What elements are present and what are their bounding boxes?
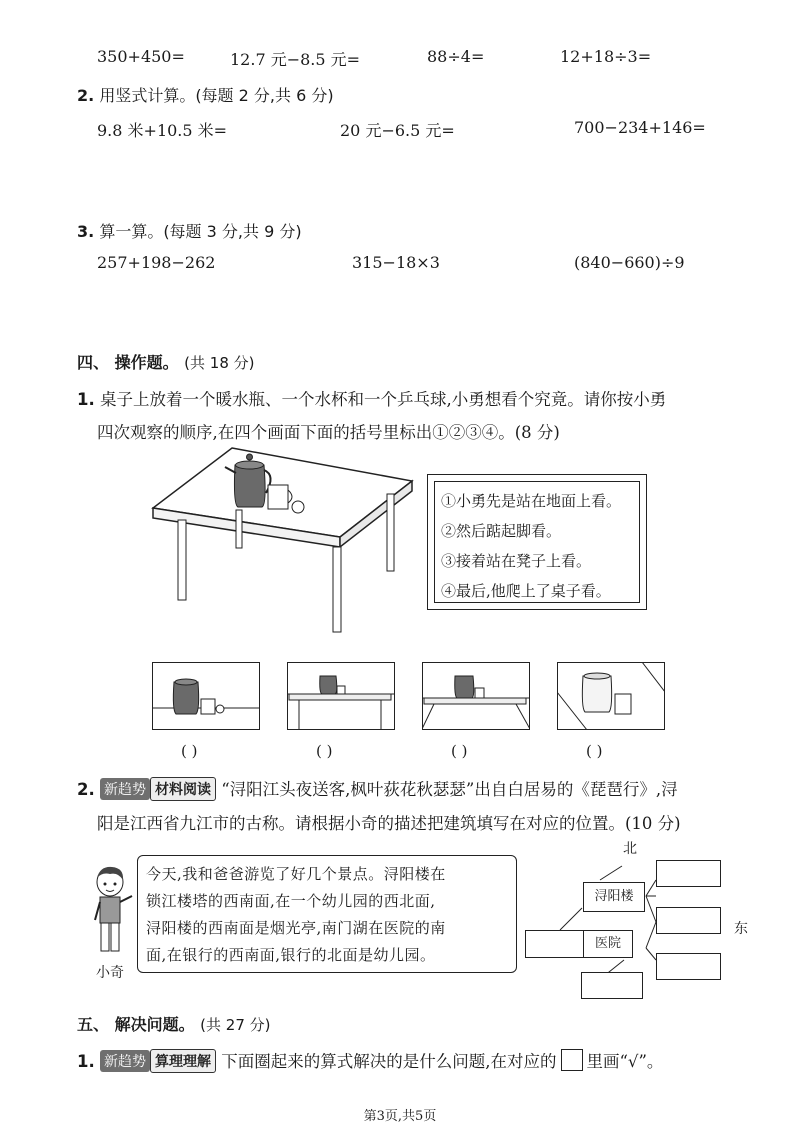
xiaoqi-character-icon (88, 862, 138, 960)
map-blank-box-4[interactable] (656, 953, 721, 980)
oral-calc-3: 88÷4= (427, 47, 485, 66)
speech-bubble (137, 855, 517, 973)
page-footer: 第3页,共5页 (363, 1109, 437, 1124)
note-1: ①小勇先是站在地面上看。 (441, 492, 622, 510)
map-blank-box-2[interactable] (656, 907, 721, 934)
view-picture-1 (152, 662, 260, 730)
north-label: 北 (623, 841, 637, 857)
answer-bracket-3[interactable]: ( ) (451, 742, 468, 760)
q2-item-2: 20 元−6.5 元= (340, 121, 455, 140)
view-picture-3 (422, 662, 530, 730)
reasoning-badge: 算理理解 (150, 1049, 216, 1073)
sec5-q1-text-a: 下面圈起来的算式解决的是什么问题,在对应的 (221, 1052, 557, 1071)
sec5-q1-text-b: 里画“√”。 (586, 1052, 664, 1071)
q2-item-1: 9.8 米+10.5 米= (97, 121, 228, 140)
east-label: 东 (734, 921, 748, 937)
oral-calc-4: 12+18÷3= (560, 47, 652, 66)
q2-heading (77, 83, 334, 106)
oral-calc-1: 350+450= (97, 47, 185, 66)
sec5-title (77, 1012, 270, 1035)
map-box-hospital: 医院 (583, 930, 633, 958)
sec5-title-text: 五、 解决问题。 (77, 1015, 195, 1034)
new-trend-badge: 新趋势 (100, 778, 150, 800)
map-blank-box-1[interactable] (656, 860, 721, 887)
map-blank-box-5[interactable] (581, 972, 643, 999)
view-picture-2 (287, 662, 395, 730)
q2-number: 2. (77, 86, 95, 105)
view-picture-4 (557, 662, 665, 730)
q3-item-1: 257+198−262 (97, 253, 216, 272)
sec4-q1-line2: 四次观察的顺序,在四个画面下面的括号里标出①②③④。(8 分) (97, 423, 560, 442)
material-reading-badge: 材料阅读 (150, 777, 216, 801)
new-trend-badge-2: 新趋势 (100, 1050, 150, 1072)
q2-title: 用竖式计算。(每题 2 分,共 6 分) (99, 86, 334, 105)
oral-calc-2: 12.7 元−8.5 元= (230, 50, 361, 69)
sec4-q1-line1 (77, 386, 666, 410)
q3-number: 3. (77, 222, 95, 241)
sec4-q1-number: 1. (77, 390, 95, 409)
answer-bracket-2[interactable]: ( ) (316, 742, 333, 760)
sec5-score: (共 27 分) (200, 1016, 271, 1034)
q3-item-3: (840−660)÷9 (574, 253, 685, 272)
observation-notes-box (427, 474, 647, 610)
character-name: 小奇 (96, 965, 124, 981)
speech-line-2: 锁江楼塔的西南面,在一个幼儿园的西北面, (146, 892, 436, 910)
sec4-score: (共 18 分) (184, 354, 255, 372)
map-box-xunyang-tower: 浔阳楼 (583, 882, 645, 912)
speech-line-3: 浔阳楼的西南面是烟光亭,南门湖在医院的南 (146, 919, 446, 937)
sec5-q1-number: 1. (77, 1052, 95, 1071)
note-4: ④最后,他爬上了桌子看。 (441, 582, 611, 600)
note-2: ②然后踮起脚看。 (441, 522, 562, 540)
sec4-q2-line2: 阳是江西省九江市的古称。请根据小奇的描述把建筑填写在对应的位置。(10 分) (97, 814, 681, 833)
sec4-title-text: 四、 操作题。 (77, 353, 179, 372)
sec4-q2-line1 (77, 776, 678, 801)
q2-item-3: 700−234+146= (574, 118, 706, 137)
checkbox-icon (561, 1049, 583, 1071)
sec4-q1-text1: 桌子上放着一个暖水瓶、一个水杯和一个乒乓球,小勇想看个究竟。请你按小勇 (100, 390, 667, 409)
answer-bracket-1[interactable]: ( ) (181, 742, 198, 760)
answer-bracket-4[interactable]: ( ) (586, 742, 603, 760)
sec4-title (77, 350, 254, 373)
map-blank-box-3[interactable] (525, 930, 585, 958)
q3-item-2: 315−18×3 (352, 253, 440, 272)
note-3: ③接着站在凳子上看。 (441, 552, 592, 570)
sec4-q2-number: 2. (77, 780, 95, 799)
sec4-q2-text1: “浔阳江头夜送客,枫叶荻花秋瑟瑟”出自白居易的《琵琶行》,浔 (221, 780, 678, 799)
speech-line-4: 面,在银行的西南面,银行的北面是幼儿园。 (146, 946, 436, 964)
sec5-q1-line (77, 1048, 663, 1073)
q3-title: 算一算。(每题 3 分,共 9 分) (99, 222, 302, 241)
q3-heading (77, 219, 302, 242)
table-illustration (150, 445, 420, 635)
speech-line-1: 今天,我和爸爸游览了好几个景点。浔阳楼在 (146, 865, 446, 883)
